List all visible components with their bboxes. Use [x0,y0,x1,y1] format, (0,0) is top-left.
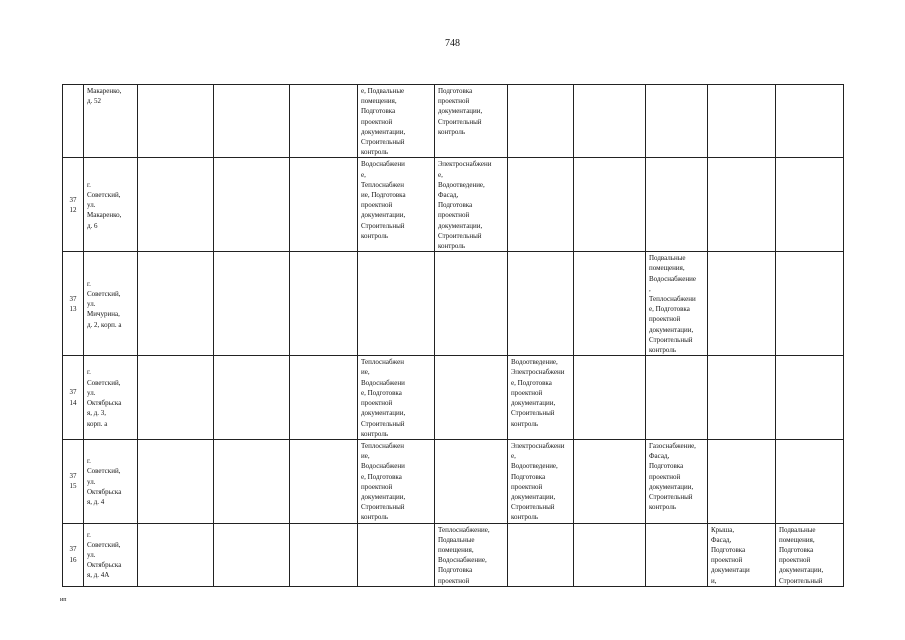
table-cell [574,158,646,252]
address-cell: г. Советский, ул. Октябрьска я, д. 4А [84,523,138,586]
table-cell [138,158,214,252]
address-cell: г. Советский, ул. Октябрьска я, д. 3, корп. а [84,356,138,440]
table-cell [776,356,844,440]
table-cell [776,252,844,356]
table-cell [214,158,290,252]
table-cell [508,158,574,252]
table-cell: Газоснабжение, Фасад, Подготовка проектной документации, Строительный контроль [646,439,708,523]
table-cell [574,252,646,356]
row-number: 37 12 [63,158,84,252]
table-cell [214,85,290,158]
table-cell: Водоснабжени е, Теплоснабжен ие, Подготовка проектной документации, Строительный контроль [358,158,435,252]
table-cell [138,439,214,523]
table-cell [708,85,776,158]
table-cell [435,252,508,356]
row-number: 37 14 [63,356,84,440]
table-row [63,85,844,158]
table-cell [290,439,358,523]
table-cell: Теплоснабжение, Подвальные помещения, Водоснабжение, Подготовка проектной [435,523,508,586]
table-cell [646,158,708,252]
table-cell: Теплоснабжен ие, Водоснабжени е, Подготовка проектной документации, Строительный контроль [358,356,435,440]
table-cell [290,523,358,586]
page-number: 748 [445,38,460,49]
table-cell: Электроснабжени е, Водоотведение, Подготовка проектной документации, Строительный контроль [508,439,574,523]
table-cell: Подвальные помещения, Подготовка проектной документации, Строительный [776,523,844,586]
table-cell [214,356,290,440]
table-cell [508,85,574,158]
table-cell [138,356,214,440]
capital-repair-table [62,84,844,587]
table-cell [214,523,290,586]
table-cell [290,252,358,356]
table-cell [708,158,776,252]
footer-mark: ип [60,597,67,603]
table-cell [776,158,844,252]
table-cell [214,439,290,523]
table-cell [290,356,358,440]
address-cell: г. Советский, ул. Макаренко, д. 6 [84,158,138,252]
table-cell [574,85,646,158]
table-cell: Крыша, Фасад, Подготовка проектной документаци и, [708,523,776,586]
table-row [63,252,844,356]
table-row [63,158,844,252]
table-cell [508,252,574,356]
table-cell: Водоотведение, Электроснабжени е, Подготовка проектной документации, Строительный контроль [508,356,574,440]
row-number: 37 16 [63,523,84,586]
row-number: 37 15 [63,439,84,523]
table-cell [138,85,214,158]
table-row [63,523,844,586]
table-cell [358,252,435,356]
table-cell [646,85,708,158]
table-cell [574,439,646,523]
table-cell [646,356,708,440]
table-cell [646,523,708,586]
row-number: 37 13 [63,252,84,356]
address-cell: г. Советский, ул. Октябрьска я, д. 4 [84,439,138,523]
table-cell [290,85,358,158]
table-cell [776,85,844,158]
table-cell [708,252,776,356]
table-cell: Подвальные помещения, Водоснабжение , Теплоснабжени е, Подготовка проектной документации, Строительный контроль [646,252,708,356]
table-cell: Теплоснабжен ие, Водоснабжени е, Подготовка проектной документации, Строительный контроль [358,439,435,523]
table-cell [708,356,776,440]
table-cell [290,158,358,252]
table-cell [574,356,646,440]
address-cell: г. Советский, ул. Мичурина, д. 2, корп. а [84,252,138,356]
table-cell [435,356,508,440]
table-cell [435,439,508,523]
address-cell: Макаренко, д. 52 [84,85,138,158]
table-cell: Подготовка проектной документации, Строительный контроль [435,85,508,158]
table-row [63,439,844,523]
table-cell [358,523,435,586]
table-cell [138,523,214,586]
table-cell [574,523,646,586]
table-cell [214,252,290,356]
table-cell [138,252,214,356]
table-row [63,356,844,440]
row-number [63,85,84,158]
table-cell: е, Подвальные помещения, Подготовка проектной документации, Строительный контроль [358,85,435,158]
table-cell: Электроснабжени е, Водоотведение, Фасад, Подготовка проектной документации, Строительный контроль [435,158,508,252]
table-cell [776,439,844,523]
table-cell [508,523,574,586]
table-cell [708,439,776,523]
